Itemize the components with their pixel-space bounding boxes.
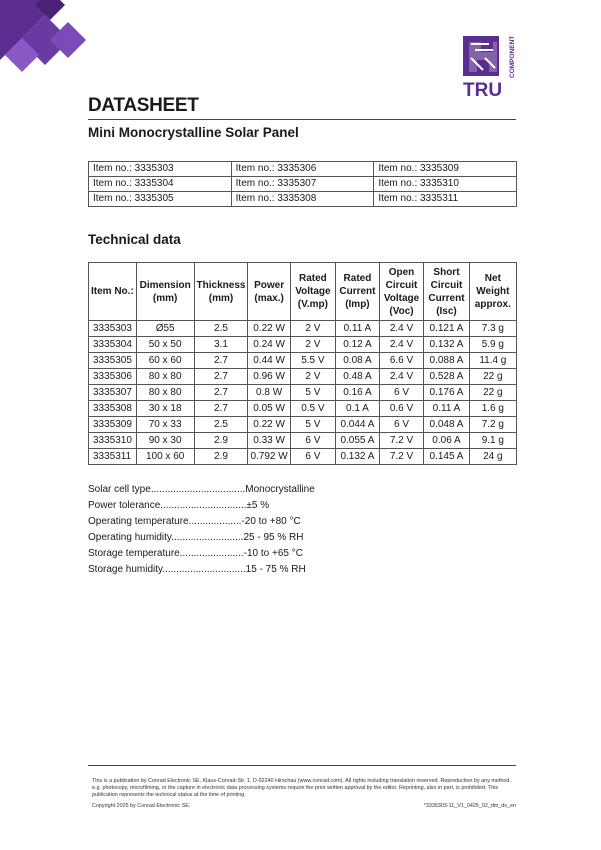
spec-label: Operating humidity (88, 532, 172, 543)
table-row (89, 449, 517, 465)
spec-row (88, 546, 388, 562)
table-cell: 0.044 A (336, 417, 380, 433)
table-cell: 0.132 A (424, 337, 469, 353)
table-cell: 0.08 A (336, 353, 380, 369)
table-cell: 0.06 A (424, 433, 469, 449)
table-cell: 0.22 W (248, 321, 290, 337)
table-cell: 5.5 V (290, 353, 335, 369)
table-cell: 0.121 A (424, 321, 469, 337)
table-cell: 2.7 (194, 401, 248, 417)
corner-decoration (0, 0, 90, 75)
table-cell: 0.44 W (248, 353, 290, 369)
table-cell: 0.132 A (336, 449, 380, 465)
table-row (89, 353, 517, 369)
column-header: Rated Current (Imp) (336, 263, 380, 321)
spec-label: Storage humidity (88, 564, 163, 575)
table-cell: 2.4 V (379, 337, 423, 353)
table-cell: 0.048 A (424, 417, 469, 433)
table-cell: 0.176 A (424, 385, 469, 401)
table-cell: 90 x 30 (136, 433, 194, 449)
table-cell: 0.96 W (248, 369, 290, 385)
table-cell: 2 V (290, 321, 335, 337)
table-cell: 3335310 (89, 433, 137, 449)
table-cell: 0.6 V (379, 401, 423, 417)
item-number-cell: Item no.: 3335306 (231, 162, 374, 177)
spec-label: Power tolerance (88, 500, 161, 511)
table-row (89, 385, 517, 401)
table-row (89, 369, 517, 385)
table-cell: 50 x 50 (136, 337, 194, 353)
table-cell: 2.5 (194, 417, 248, 433)
table-cell: 3335307 (89, 385, 137, 401)
table-row (89, 321, 517, 337)
item-number-cell: Item no.: 3335309 (374, 162, 517, 177)
table-cell: 3335304 (89, 337, 137, 353)
product-subtitle: Mini Monocrystalline Solar Panel (88, 125, 299, 140)
spec-value: 15 - 75 % RH (245, 564, 306, 575)
item-number-cell: Item no.: 3335305 (89, 192, 232, 207)
table-cell: 2.4 V (379, 369, 423, 385)
table-cell: 6 V (379, 385, 423, 401)
table-cell: 22 g (469, 385, 516, 401)
footer-divider (88, 765, 516, 766)
table-cell: 3335306 (89, 369, 137, 385)
spec-dots: .............................. (162, 564, 246, 575)
table-cell: 3.1 (194, 337, 248, 353)
table-row (89, 337, 517, 353)
table-cell: 60 x 60 (136, 353, 194, 369)
spec-value: 25 - 95 % RH (243, 532, 304, 543)
item-row (89, 162, 517, 177)
column-header: Rated Voltage (V.mp) (290, 263, 335, 321)
table-cell: 0.48 A (336, 369, 380, 385)
table-cell: 0.1 A (336, 401, 380, 417)
table-cell: 1.6 g (469, 401, 516, 417)
table-cell: 2 V (290, 369, 335, 385)
table-cell: Ø55 (136, 321, 194, 337)
item-row (89, 177, 517, 192)
spec-value: -10 to +65 °C (243, 548, 303, 559)
table-cell: 0.24 W (248, 337, 290, 353)
item-number-cell: Item no.: 3335303 (89, 162, 232, 177)
table-cell: 3335305 (89, 353, 137, 369)
table-cell: 5 V (290, 385, 335, 401)
table-cell: 11.4 g (469, 353, 516, 369)
item-number-cell: Item no.: 3335311 (374, 192, 517, 207)
spec-dots: ................... (188, 516, 242, 527)
spec-label: Operating temperature (88, 516, 189, 527)
spec-row (88, 514, 388, 530)
technical-data-table (88, 262, 517, 465)
table-cell: 6 V (379, 417, 423, 433)
item-number-cell: Item no.: 3335310 (374, 177, 517, 192)
item-number-cell: Item no.: 3335304 (89, 177, 232, 192)
table-cell: 0.12 A (336, 337, 380, 353)
table-cell: 0.05 W (248, 401, 290, 417)
table-cell: 0.11 A (336, 321, 380, 337)
column-header: Net Weight approx. (469, 263, 516, 321)
table-cell: 22 g (469, 369, 516, 385)
spec-value: ±5 % (246, 500, 270, 511)
table-cell: 100 x 60 (136, 449, 194, 465)
table-cell: 7.2 V (379, 449, 423, 465)
table-cell: 0.088 A (424, 353, 469, 369)
table-cell: 0.145 A (424, 449, 469, 465)
table-cell: 0.33 W (248, 433, 290, 449)
table-row (89, 433, 517, 449)
column-header: Open Circuit Voltage (Voc) (379, 263, 423, 321)
column-header: Power (max.) (248, 263, 290, 321)
table-cell: 3335303 (89, 321, 137, 337)
table-cell: 70 x 33 (136, 417, 194, 433)
table-cell: 0.528 A (424, 369, 469, 385)
table-cell: 2.5 (194, 321, 248, 337)
table-cell: 0.8 W (248, 385, 290, 401)
column-header: Dimension (mm) (136, 263, 194, 321)
table-cell: 7.2 V (379, 433, 423, 449)
spec-list (88, 482, 388, 578)
column-header: Short Circuit Current (Isc) (424, 263, 469, 321)
spec-row (88, 530, 388, 546)
copyright-notice: Copyright 2025 by Conrad Electronic SE. (92, 803, 191, 809)
table-cell: 5.9 g (469, 337, 516, 353)
table-cell: 2.9 (194, 433, 248, 449)
table-cell: 2.7 (194, 385, 248, 401)
table-cell: 6.6 V (379, 353, 423, 369)
table-cell: 9.1 g (469, 433, 516, 449)
table-cell: 2.7 (194, 369, 248, 385)
spec-dots: ....................... (179, 548, 244, 559)
table-cell: 6 V (290, 449, 335, 465)
item-number-cell: Item no.: 3335308 (231, 192, 374, 207)
svg-text:COMPONENTS: COMPONENTS (509, 36, 516, 78)
title-divider (88, 119, 516, 120)
table-cell: 6 V (290, 433, 335, 449)
svg-text:TRU: TRU (463, 80, 503, 98)
table-cell: 2.7 (194, 353, 248, 369)
spec-row (88, 562, 388, 578)
table-cell: 7.2 g (469, 417, 516, 433)
legal-notice: This is a publication by Conrad Electronic SE, Klaus-Conrad-Str. 1, D-92240 Hirschau (www.conrad.com). All rights including translation reserved. Reproduction by any method, e.g. photocopy, microfilming, or the capture in electronic data processing systems require the prior written approval by the editor. Reprinting, also in part, is prohibited. This publication represents the technical status at the time of printing. (92, 778, 511, 798)
table-cell: 5 V (290, 417, 335, 433)
column-header: Thickness (mm) (194, 263, 248, 321)
spec-dots: ............................... (160, 500, 247, 511)
table-cell: 7.3 g (469, 321, 516, 337)
table-cell: 2.9 (194, 449, 248, 465)
spec-row (88, 498, 388, 514)
table-row (89, 401, 517, 417)
tru-components-logo (463, 36, 517, 98)
column-header: Item No.: (89, 263, 137, 321)
table-cell: 30 x 18 (136, 401, 194, 417)
table-cell: 24 g (469, 449, 516, 465)
table-cell: 2 V (290, 337, 335, 353)
spec-value: Monocrystalline (245, 484, 315, 495)
document-reference: *3335303-11_V1_0425_02_dm_ds_en (423, 803, 516, 809)
spec-dots: .................................. (150, 484, 246, 495)
table-cell: 80 x 80 (136, 369, 194, 385)
table-cell: 0.792 W (248, 449, 290, 465)
table-row (89, 417, 517, 433)
spec-label: Storage temperature (88, 548, 180, 559)
item-number-cell: Item no.: 3335307 (231, 177, 374, 192)
technical-data-heading: Technical data (88, 232, 181, 247)
item-number-table (88, 161, 517, 207)
item-row (89, 192, 517, 207)
table-cell: 2.4 V (379, 321, 423, 337)
spec-dots: .......................... (171, 532, 244, 543)
table-cell: 0.11 A (424, 401, 469, 417)
table-cell: 0.5 V (290, 401, 335, 417)
table-cell: 3335309 (89, 417, 137, 433)
table-cell: 80 x 80 (136, 385, 194, 401)
spec-row (88, 482, 388, 498)
page-title: DATASHEET (88, 95, 199, 116)
table-cell: 0.055 A (336, 433, 380, 449)
spec-label: Solar cell type (88, 484, 151, 495)
table-cell: 0.16 A (336, 385, 380, 401)
table-cell: 3335308 (89, 401, 137, 417)
table-cell: 3335311 (89, 449, 137, 465)
spec-value: -20 to +80 °C (241, 516, 301, 527)
table-cell: 0.22 W (248, 417, 290, 433)
